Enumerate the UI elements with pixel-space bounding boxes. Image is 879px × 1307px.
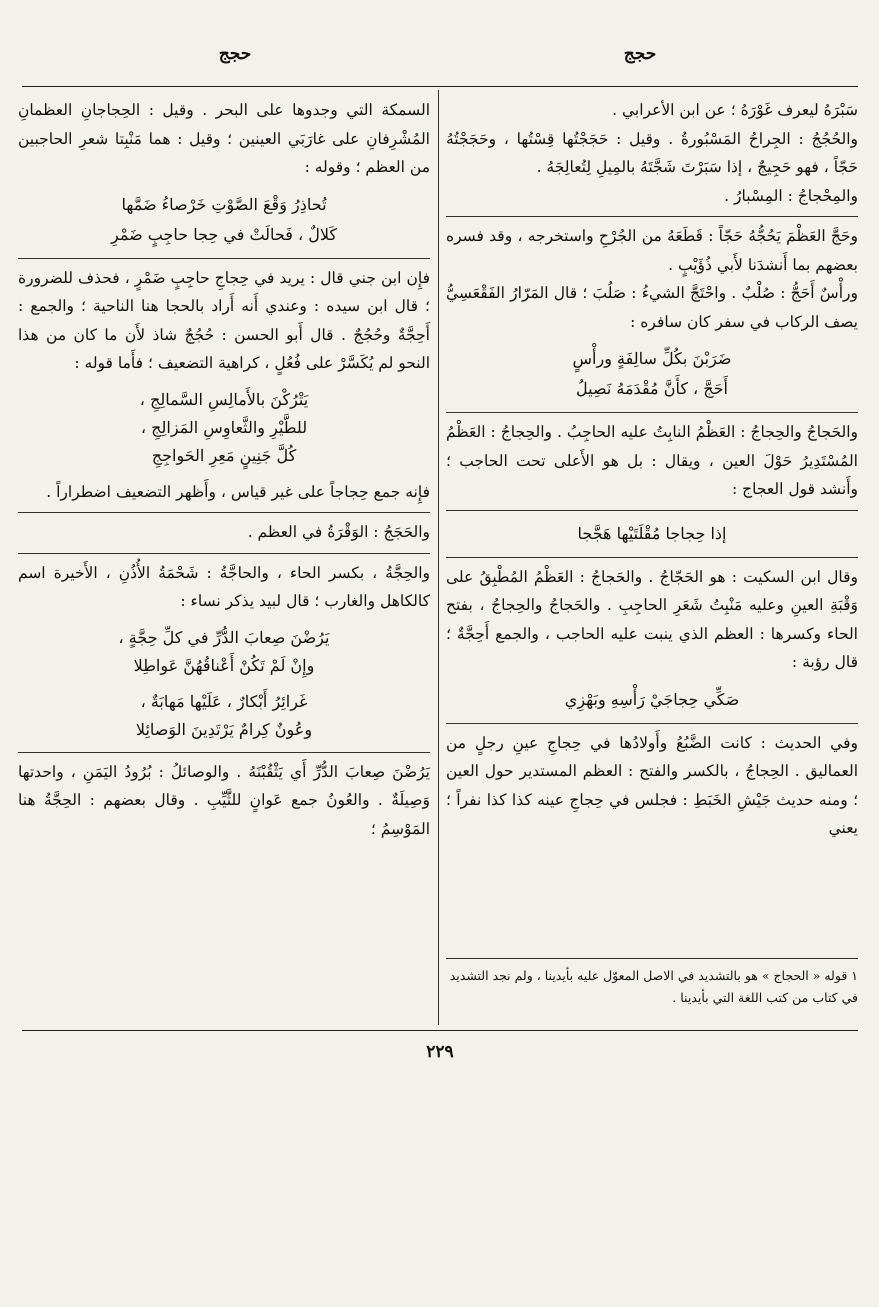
verse [18, 624, 430, 680]
running-head-right: حجج [623, 44, 657, 64]
verse-line: تُحاذِرُ وَقْعَ الصَّوْتِ خَرْصاءُ ضَمَّها [121, 194, 327, 214]
verse [18, 386, 430, 470]
paragraph: يَرُضْنَ صِعابَ الدُّرِّ أَي يَثْقُبْنَهُ . والوصائلُ : بُرُودُ اليَمَنِ ، واحدتها وَصِيلَةٌ . والعُونُ جمع عَوانٍ للثَّيِّبِ . وقال بعضهم : الحِجَّةُ هنا المَوْسِمُ ؛ [18, 762, 430, 838]
divider [18, 258, 430, 259]
verse [446, 685, 858, 715]
paragraph: والمِحْجاجُ : المِسْبارُ . [724, 186, 858, 205]
column-divider [438, 90, 439, 1025]
verse-line: يَرُضْنَ صِعابَ الدُّرِّ في كلِّ حِجَّةٍ ، [118, 627, 330, 647]
divider [446, 723, 858, 724]
paragraph: السمكة التي وجدوها على البحر . وقيل : الحِجاجانِ العظمانِ المُشْرِفانِ على غارَبَي العينين ؛ وقيل : هما مَنْبِتا شعرِ الحاجبين من العظم ؛ وقوله : [18, 101, 430, 176]
verse [18, 688, 430, 744]
paragraph: والحَجَجُ : الوَقْرَةُ في العظم . [247, 523, 430, 541]
page-number: ٢٢٩ [426, 1042, 454, 1062]
verse-line: وإِنْ لَمْ تَكُنْ أَعْناقُهُنَّ عَواطِلا [133, 655, 315, 675]
divider [446, 510, 858, 511]
verse-line: غَرائِرُ أَبْكارٌ ، عَلَيْها مَهابَةٌ ، [140, 691, 308, 711]
paragraph: ورأْسٌ أَحَجُّ : صُلْبٌ . واحْتَجَّ الشيءُ : صَلُبَ ؛ قال المَرّارُ الفَقْعَسِيُّ يصف الركاب في سفر كان سافره : [446, 284, 858, 331]
verse [446, 344, 858, 404]
divider [18, 752, 430, 753]
verse-line: كُلَّ جَنِينٍ مَعِرِ الحَواجِجِ [151, 445, 297, 465]
verse [446, 519, 858, 549]
paragraph: فإِن ابن جني قال : يريد في حِجاجِ حاجِبٍ ضَمْرٍ ، فحذف للضرورة ؛ قال ابن سيده : وعندي أَنه أَراد بالحجا هنا الناحية ؛ والجمع : أَحِجَّةٌ وحُجُجٌ . قال أَبو الحسن : حُجُجٌ شاذ لأَن ما كان من هذا النحو لم يُكَسَّرْ على فُعُلٍ ، كراهية التضعيف ؛ فأَما قوله : [18, 268, 430, 372]
verse-line: ضَرَبْنَ بكُلِّ سالِفَةٍ ورأْسٍ [572, 349, 732, 368]
paragraph: وقال ابن السكيت : هو الحَجّاجُ . والحَجاجُ : العَظْمُ المُطْبِقُ على وَقْبَةِ العينِ وعليه مَنْبِتُ شَعَرِ الحاجِبِ . والحَجاجُ والحِجاجُ ، بفتح الحاء وكسرها : العظم الذي ينبت عليه الحاجب ، والجمع أَحِجَّةٌ ؛ قال رؤبة : [446, 567, 858, 671]
paragraph: وحَجَّ العَظْمَ يَحُجُّهُ حَجّاً : قَطَعَهُ من الجُرْحِ واستخرجه ، وقد فسره بعضهم بما أَنشدَنا لأَبي ذُؤَيْبٍ . [446, 227, 858, 274]
paragraph: والحُجُجُ : الجِراحُ المَسْبُورةُ . وقيل : حَجَجْتُها قِسْتُها ، وحَجَجْتُهُ حَجّاً ، فهو حَجِيجٌ ، إذا سَبَرْتَ شَجَّتَهُ بالمِيلِ لِتُعالِجَهُ . [446, 129, 858, 176]
right-column [446, 96, 858, 843]
bottom-rule [22, 1030, 858, 1031]
divider [18, 512, 430, 513]
divider [18, 553, 430, 554]
verse-line: صَكِّي حِجاجَيْ رَأْسِهِ وبَهْزِي [564, 689, 740, 709]
verse-line: كَلالٌ ، فَحالَتْ في حِجا حاجِبٍ ضَمْرِ [110, 224, 337, 244]
verse-line: أَحَجَّ ، كأَنَّ مُقْدَمَهُ نَصِيلُ [576, 379, 728, 398]
paragraph: وفي الحديث : كانت الضَّبُعُ وأَولادُها في حِجاجِ عينِ رجلٍ من العماليق . الحِجاجُ ، بالكسر والفتح : العظم المستدير حول العين ؛ ومنه حديث جَيْشِ الخَبَطِ : فجلس في حِجاجِ عينه كذا كذا نفراً ؛ يعني [446, 733, 858, 837]
paragraph: سَبْرَهُ ليعرف غَوْرَهُ ؛ عن ابن الأعرابي . [612, 101, 858, 119]
divider [446, 412, 858, 413]
divider [446, 557, 858, 558]
paragraph: والحِجَّةُ ، بكسر الحاء ، والحاجَّةُ : شَحْمَةُ الأُذُنِ ، الأَخيرة اسم كالكاهل والغارب ؛ قال لبيد يذكر نساء : [18, 563, 430, 610]
paragraph: والحَجاجُ والحِجاجُ : العَظْمُ النابِتُ عليه الحاجِبُ . والحِجاجُ : العَظْمُ المُسْتَدِيرُ حَوْلَ العين ، ويقال : بل هو الأَعلى تحت الحاجب ؛ وأَنشد قول العجاج : [446, 423, 858, 498]
top-rule [22, 86, 858, 87]
divider [446, 216, 858, 217]
verse-line: إذا حِجاجا مُقْلَتَيْها هَجَّجا [577, 523, 727, 543]
verse-line: للطَّيْرِ والثَّعاوِسِ المَزالِجِ ، [140, 417, 308, 437]
verse-line: يَتْرُكْنَ بالأَمالِسِ السَّمالِجِ ، [139, 389, 309, 409]
running-head-left: حجج [218, 44, 252, 64]
verse-line: وعُونٌ كِرامٌ يَرْتَدِينَ الوَصائِلا [135, 719, 313, 739]
footnote: ١ قوله « الحجاج » هو بالتشديد في الاصل المعوّل عليه بأيدينا ، ولم نجد التشديد في كتاب من كتب اللغة التي بأيدينا . [449, 968, 858, 1005]
left-column [18, 96, 430, 843]
footnote-rule [446, 958, 858, 959]
verse [18, 190, 430, 250]
paragraph: فإِنه جمع حِجاجاً على غير قياس ، وأَظهر التضعيف اضطراراً . [46, 482, 430, 501]
